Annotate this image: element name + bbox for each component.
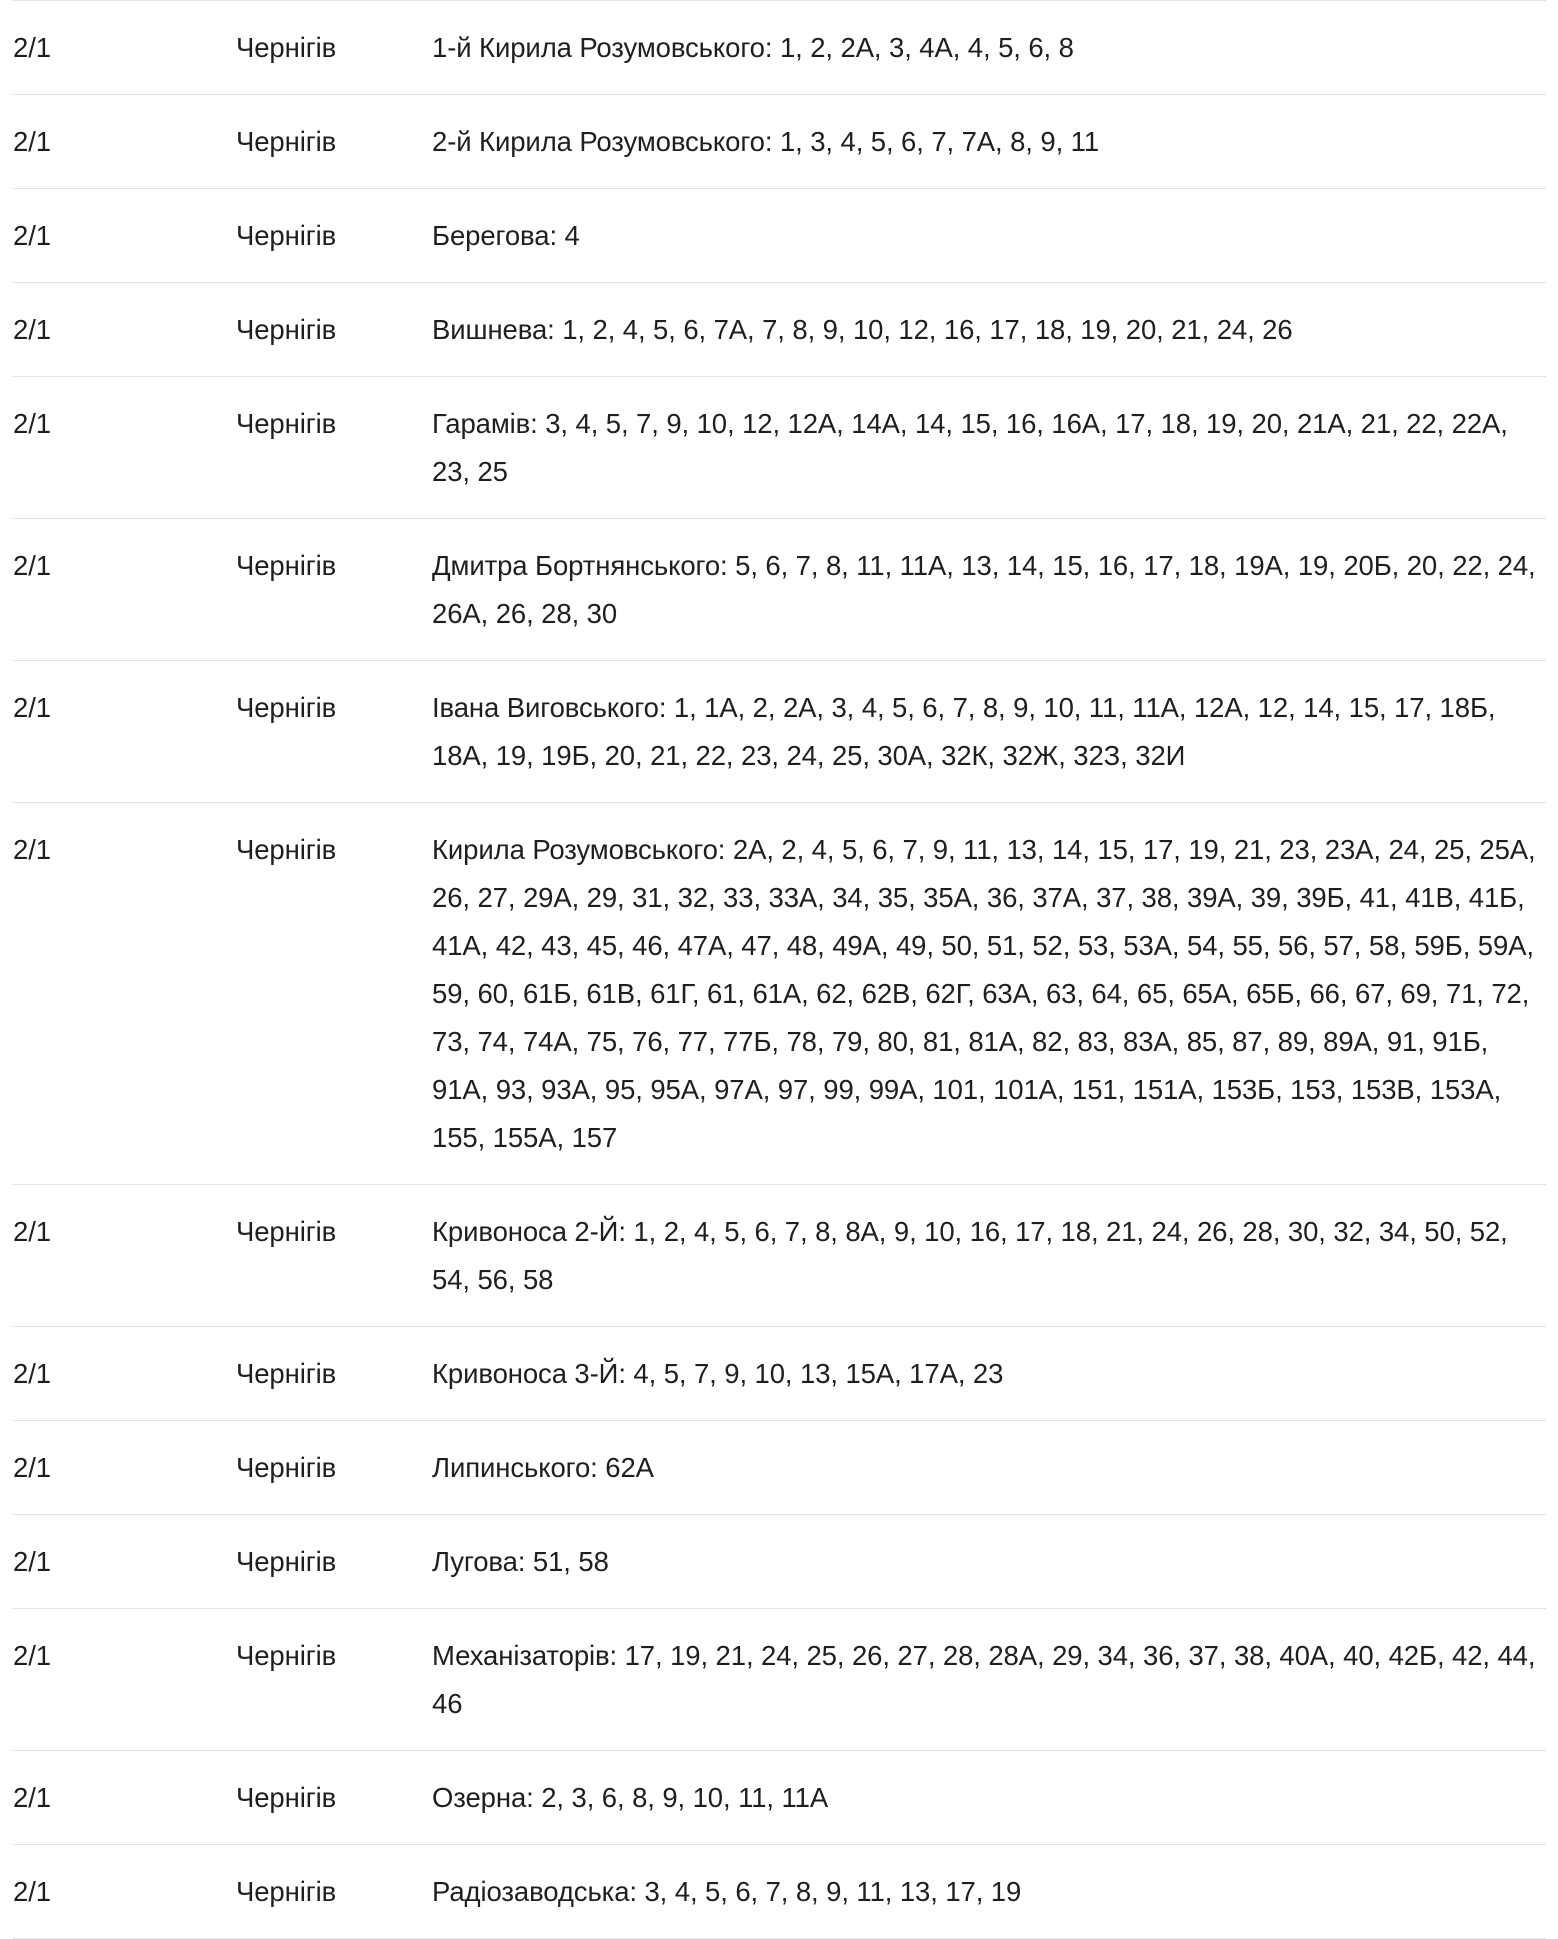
- queue-cell: 2/1: [13, 1782, 51, 1813]
- city-cell: Чернігів: [236, 126, 337, 157]
- queue-cell: 2/1: [13, 692, 51, 723]
- addresses-cell: 2-й Кирила Розумовського: 1, 3, 4, 5, 6, 7, 7А, 8, 9, 11: [432, 126, 1100, 157]
- city-cell: Чернігів: [236, 32, 337, 63]
- city-cell: Чернігів: [236, 1452, 337, 1483]
- city-cell: Чернігів: [236, 1546, 337, 1577]
- city-cell: Чернігів: [236, 314, 337, 345]
- queue-cell: 2/1: [13, 220, 51, 251]
- city-cell: Чернігів: [236, 692, 337, 723]
- queue-cell: 2/1: [13, 1876, 51, 1907]
- addresses-cell: Лугова: 51, 58: [432, 1546, 609, 1577]
- queue-cell: 2/1: [13, 550, 51, 581]
- queue-cell: 2/1: [13, 1216, 51, 1247]
- table-row: [13, 95, 1546, 189]
- table-row: [13, 1327, 1546, 1421]
- addresses-cell: Кривоноса 2-Й: 1, 2, 4, 5, 6, 7, 8, 8А, 9, 10, 16, 17, 18, 21, 24, 26, 28, 30, 32, 34, 50, 52, 54, 56, 58: [432, 1216, 1508, 1295]
- table-row: [13, 189, 1546, 283]
- table-row: [13, 1515, 1546, 1609]
- queue-cell: 2/1: [13, 408, 51, 439]
- addresses-cell: Механізаторів: 17, 19, 21, 24, 25, 26, 27, 28, 28А, 29, 34, 36, 37, 38, 40А, 40, 42Б, 42, 44, 46: [432, 1640, 1536, 1719]
- addresses-cell: Гарамів: 3, 4, 5, 7, 9, 10, 12, 12А, 14А, 14, 15, 16, 16А, 17, 18, 19, 20, 21А, 21, 22, 22А, 23, 25: [432, 408, 1508, 487]
- city-cell: Чернігів: [236, 1640, 337, 1671]
- addresses-cell: 1-й Кирила Розумовського: 1, 2, 2А, 3, 4А, 4, 5, 6, 8: [432, 32, 1074, 63]
- queue-cell: 2/1: [13, 126, 51, 157]
- queue-cell: 2/1: [13, 1546, 51, 1577]
- city-cell: Чернігів: [236, 1782, 337, 1813]
- addresses-cell: Озерна: 2, 3, 6, 8, 9, 10, 11, 11А: [432, 1782, 829, 1813]
- addresses-cell: Липинського: 62А: [432, 1452, 654, 1483]
- addresses-cell: Кирила Розумовського: 2А, 2, 4, 5, 6, 7, 9, 11, 13, 14, 15, 17, 19, 21, 23, 23А, 24, 25, 25А, 26, 27, 29А, 29, 31, 32, 33, 33А, 34, 35, 35А, 36, 37А, 37, 38, 39А, 39, 39Б, 41, 41В, 41Б, 41А, 42, 43, 45, 46, 47А, 47, 48, 49А, 49, 50, 51, 52, 53, 53А, 54, 55, 56, 57, 58, 59Б, 59А, 59, 60, 61Б, 61В, 61Г, 61, 61А, 62, 62В, 62Г, 63А, 63, 64, 65, 65А, 65Б, 66, 67, 69, 71, 72, 73, 74, 74А, 75, 76, 77, 77Б, 78, 79, 80, 81, 81А, 82, 83, 83А, 85, 87, 89, 89А, 91, 91Б, 91А, 93, 93А, 95, 95А, 97А, 97, 99, 99А, 101, 101А, 151, 151А, 153Б, 153, 153В, 153А, 155, 155А, 157: [432, 834, 1536, 1153]
- addresses-cell: Дмитра Бортнянського: 5, 6, 7, 8, 11, 11А, 13, 14, 15, 16, 17, 18, 19А, 19, 20Б, 20, 22, 24, 26А, 26, 28, 30: [432, 550, 1536, 629]
- city-cell: Чернігів: [236, 550, 337, 581]
- table-row: [13, 377, 1546, 519]
- addresses-cell: Берегова: 4: [432, 220, 580, 251]
- table-row: [13, 803, 1546, 1185]
- table-row: [13, 1845, 1546, 1939]
- table-row: [13, 1185, 1546, 1327]
- queue-cell: 2/1: [13, 32, 51, 63]
- addresses-cell: Кривоноса 3-Й: 4, 5, 7, 9, 10, 13, 15А, 17А, 23: [432, 1358, 1004, 1389]
- addresses-cell: Івана Виговського: 1, 1А, 2, 2А, 3, 4, 5, 6, 7, 8, 9, 10, 11, 11А, 12А, 12, 14, 15, 17, 18Б, 18А, 19, 19Б, 20, 21, 22, 23, 24, 25, 30А, 32К, 32Ж, 32З, 32И: [432, 692, 1496, 771]
- city-cell: Чернігів: [236, 408, 337, 439]
- addresses-cell: Вишнева: 1, 2, 4, 5, 6, 7А, 7, 8, 9, 10, 12, 16, 17, 18, 19, 20, 21, 24, 26: [432, 314, 1293, 345]
- outage-schedule-table: [13, 0, 1546, 1939]
- queue-cell: 2/1: [13, 834, 51, 865]
- table-row: [13, 519, 1546, 661]
- table-row: [13, 661, 1546, 803]
- queue-cell: 2/1: [13, 1452, 51, 1483]
- queue-cell: 2/1: [13, 1640, 51, 1671]
- city-cell: Чернігів: [236, 834, 337, 865]
- table-row: [13, 1421, 1546, 1515]
- queue-cell: 2/1: [13, 1358, 51, 1389]
- table-row: [13, 1, 1546, 95]
- addresses-cell: Радіозаводська: 3, 4, 5, 6, 7, 8, 9, 11, 13, 17, 19: [432, 1876, 1022, 1907]
- queue-cell: 2/1: [13, 314, 51, 345]
- city-cell: Чернігів: [236, 1876, 337, 1907]
- table-row: [13, 1751, 1546, 1845]
- table-row: [13, 283, 1546, 377]
- table-row: [13, 1609, 1546, 1751]
- city-cell: Чернігів: [236, 220, 337, 251]
- city-cell: Чернігів: [236, 1358, 337, 1389]
- city-cell: Чернігів: [236, 1216, 337, 1247]
